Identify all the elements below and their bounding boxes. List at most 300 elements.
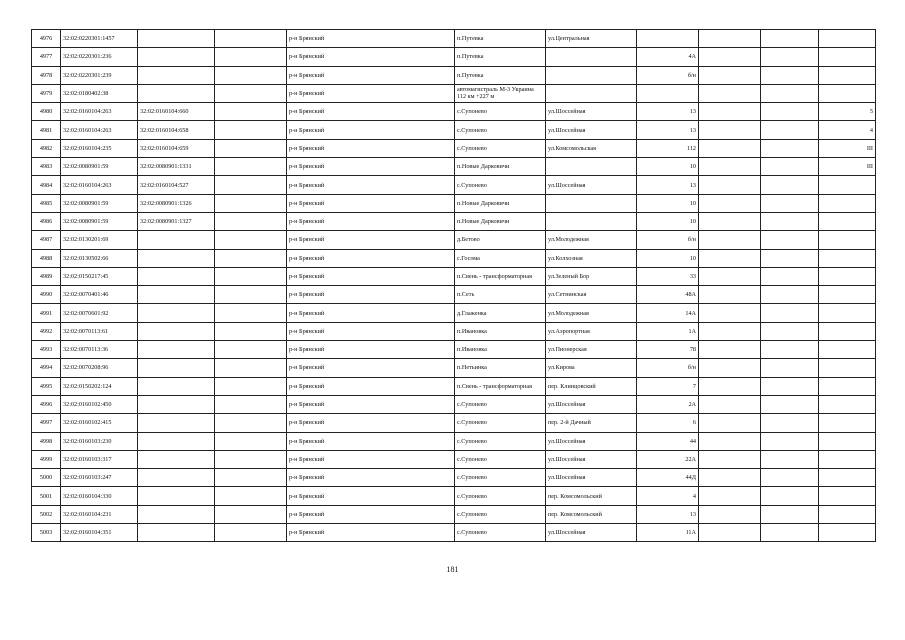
extra-number-cell — [819, 249, 876, 267]
house-number-cell: 10 — [637, 212, 699, 230]
blank-col-2-cell — [699, 48, 761, 66]
blank-col-cell — [215, 432, 287, 450]
table-row — [32, 359, 876, 377]
blank-col-2-cell — [699, 249, 761, 267]
blank-col-3-cell — [761, 487, 819, 505]
extra-number-cell: 5 — [819, 103, 876, 121]
district-cell: р-н Брянский — [287, 194, 455, 212]
blank-col-2-cell — [699, 359, 761, 377]
blank-col-2-cell — [699, 121, 761, 139]
table-row — [32, 139, 876, 157]
sub-cadastral-number-cell — [138, 304, 215, 322]
street-cell: ул.Колхозная — [546, 249, 637, 267]
extra-number-cell — [819, 505, 876, 523]
extra-number-cell — [819, 194, 876, 212]
blank-col-cell — [215, 414, 287, 432]
extra-number-cell — [819, 84, 876, 102]
blank-col-3-cell — [761, 194, 819, 212]
sub-cadastral-number-cell — [138, 450, 215, 468]
street-cell: ул.Аэропортная — [546, 322, 637, 340]
street-cell — [546, 48, 637, 66]
extra-number-cell — [819, 48, 876, 66]
blank-col-cell — [215, 377, 287, 395]
blank-col-2-cell — [699, 377, 761, 395]
cadastral-number-cell: 32:02:0220301:236 — [61, 48, 138, 66]
table-row — [32, 176, 876, 194]
cadastral-number-cell: 32:02:0160102:415 — [61, 414, 138, 432]
extra-number-cell — [819, 304, 876, 322]
district-cell: р-н Брянский — [287, 48, 455, 66]
street-cell: ул.Сетнинская — [546, 286, 637, 304]
row-number-cell: 5003 — [32, 524, 61, 542]
cadastral-number-cell: 32:02:0160104:235 — [61, 139, 138, 157]
table-row — [32, 158, 876, 176]
district-cell: р-н Брянский — [287, 66, 455, 84]
blank-col-2-cell — [699, 158, 761, 176]
blank-col-3-cell — [761, 322, 819, 340]
settlement-cell: д.Глаженка — [455, 304, 546, 322]
extra-number-cell — [819, 377, 876, 395]
blank-col-3-cell — [761, 267, 819, 285]
house-number-cell: 44Д — [637, 469, 699, 487]
table-row — [32, 322, 876, 340]
blank-col-3-cell — [761, 121, 819, 139]
district-cell: р-н Брянский — [287, 231, 455, 249]
table-row — [32, 212, 876, 230]
house-number-cell: 112 — [637, 139, 699, 157]
cadastral-number-cell: 32:02:0070601:92 — [61, 304, 138, 322]
blank-col-2-cell — [699, 524, 761, 542]
row-number-cell: 4978 — [32, 66, 61, 84]
house-number-cell: 33 — [637, 267, 699, 285]
street-cell — [546, 66, 637, 84]
house-number-cell — [637, 84, 699, 102]
table-row — [32, 377, 876, 395]
street-cell: пер. 2-й Дачный — [546, 414, 637, 432]
sub-cadastral-number-cell — [138, 322, 215, 340]
extra-number-cell — [819, 30, 876, 48]
cadastral-number-cell: 32:02:0160103:317 — [61, 450, 138, 468]
settlement-cell: автомагистраль М-3 Украина 112 км +227 м — [455, 84, 546, 102]
blank-col-cell — [215, 469, 287, 487]
settlement-cell: с.Супонево — [455, 414, 546, 432]
row-number-cell: 4983 — [32, 158, 61, 176]
district-cell: р-н Брянский — [287, 395, 455, 413]
row-number-cell: 4996 — [32, 395, 61, 413]
row-number-cell: 4976 — [32, 30, 61, 48]
settlement-cell: п.Путевка — [455, 48, 546, 66]
blank-col-cell — [215, 359, 287, 377]
settlement-cell: с.Супонево — [455, 121, 546, 139]
blank-col-2-cell — [699, 194, 761, 212]
district-cell: р-н Брянский — [287, 524, 455, 542]
blank-col-2-cell — [699, 469, 761, 487]
house-number-cell: 6 — [637, 414, 699, 432]
sub-cadastral-number-cell: 32:02:0080901:1327 — [138, 212, 215, 230]
cadastral-number-cell: 32:02:0220301:1457 — [61, 30, 138, 48]
row-number-cell: 4982 — [32, 139, 61, 157]
house-number-cell: б/н — [637, 231, 699, 249]
house-number-cell: 13 — [637, 103, 699, 121]
blank-col-cell — [215, 487, 287, 505]
house-number-cell: 11А — [637, 524, 699, 542]
cadastral-number-cell: 32:02:0080901:59 — [61, 158, 138, 176]
settlement-cell: с.Супонево — [455, 139, 546, 157]
row-number-cell: 4990 — [32, 286, 61, 304]
sub-cadastral-number-cell — [138, 414, 215, 432]
settlement-cell: с.Супонево — [455, 524, 546, 542]
house-number-cell: 13 — [637, 505, 699, 523]
settlement-cell: п.Новые Дарковичи — [455, 194, 546, 212]
house-number-cell: 4 — [637, 487, 699, 505]
sub-cadastral-number-cell — [138, 66, 215, 84]
street-cell: ул.Шоссейная — [546, 395, 637, 413]
extra-number-cell — [819, 341, 876, 359]
extra-number-cell — [819, 450, 876, 468]
sub-cadastral-number-cell: 32:02:0080901:1331 — [138, 158, 215, 176]
street-cell: ул.Зеленый Бор — [546, 267, 637, 285]
sub-cadastral-number-cell — [138, 524, 215, 542]
blank-col-cell — [215, 103, 287, 121]
street-cell — [546, 158, 637, 176]
sub-cadastral-number-cell: 32:02:0160104:659 — [138, 139, 215, 157]
table-row — [32, 432, 876, 450]
settlement-cell: с.Супонево — [455, 103, 546, 121]
house-number-cell: 48А — [637, 286, 699, 304]
extra-number-cell — [819, 414, 876, 432]
cadastral-number-cell: 32:02:0070113:61 — [61, 322, 138, 340]
district-cell: р-н Брянский — [287, 432, 455, 450]
settlement-cell: с.Супонево — [455, 176, 546, 194]
row-number-cell: 5002 — [32, 505, 61, 523]
house-number-cell: 13 — [637, 176, 699, 194]
blank-col-2-cell — [699, 414, 761, 432]
table-row — [32, 469, 876, 487]
blank-col-cell — [215, 249, 287, 267]
blank-col-2-cell — [699, 322, 761, 340]
table-row — [32, 341, 876, 359]
blank-col-cell — [215, 30, 287, 48]
extra-number-cell — [819, 231, 876, 249]
sub-cadastral-number-cell — [138, 30, 215, 48]
blank-col-3-cell — [761, 304, 819, 322]
house-number-cell: 7 — [637, 377, 699, 395]
street-cell: ул.Комсомольская — [546, 139, 637, 157]
blank-col-cell — [215, 139, 287, 157]
blank-col-2-cell — [699, 450, 761, 468]
row-number-cell: 4991 — [32, 304, 61, 322]
table-row — [32, 487, 876, 505]
sub-cadastral-number-cell — [138, 249, 215, 267]
cadastral-number-cell: 32:02:0070113:36 — [61, 341, 138, 359]
blank-col-cell — [215, 121, 287, 139]
cadastral-number-cell: 32:02:0160104:231 — [61, 505, 138, 523]
row-number-cell: 4989 — [32, 267, 61, 285]
cadastral-number-cell: 32:02:0160103:247 — [61, 469, 138, 487]
district-cell: р-н Брянский — [287, 158, 455, 176]
settlement-cell: с.Супонево — [455, 505, 546, 523]
street-cell: ул.Молодежная — [546, 231, 637, 249]
blank-col-3-cell — [761, 139, 819, 157]
house-number-cell: 1А — [637, 322, 699, 340]
district-cell: р-н Брянский — [287, 121, 455, 139]
blank-col-3-cell — [761, 432, 819, 450]
table-row — [32, 267, 876, 285]
cadastral-number-cell: 32:02:0150217:45 — [61, 267, 138, 285]
house-number-cell: 44 — [637, 432, 699, 450]
district-cell: р-н Брянский — [287, 359, 455, 377]
district-cell: р-н Брянский — [287, 469, 455, 487]
extra-number-cell — [819, 267, 876, 285]
street-cell: ул.Шоссейная — [546, 469, 637, 487]
street-cell: пер. Комсомольский — [546, 505, 637, 523]
district-cell: р-н Брянский — [287, 286, 455, 304]
settlement-cell: с.Супонево — [455, 432, 546, 450]
sub-cadastral-number-cell — [138, 505, 215, 523]
street-cell — [546, 212, 637, 230]
table-row — [32, 505, 876, 523]
blank-col-2-cell — [699, 341, 761, 359]
sub-cadastral-number-cell — [138, 231, 215, 249]
street-cell: ул.Пионерская — [546, 341, 637, 359]
row-number-cell: 4998 — [32, 432, 61, 450]
blank-col-cell — [215, 194, 287, 212]
blank-col-cell — [215, 505, 287, 523]
cadastral-number-cell: 32:02:0160104:351 — [61, 524, 138, 542]
cadastral-number-cell: 32:02:0160104:330 — [61, 487, 138, 505]
row-number-cell: 5001 — [32, 487, 61, 505]
row-number-cell: 4980 — [32, 103, 61, 121]
row-number-cell: 5000 — [32, 469, 61, 487]
blank-col-cell — [215, 212, 287, 230]
blank-col-cell — [215, 450, 287, 468]
cadastral-number-cell: 32:02:0150202:124 — [61, 377, 138, 395]
blank-col-3-cell — [761, 30, 819, 48]
sub-cadastral-number-cell — [138, 395, 215, 413]
table-row — [32, 48, 876, 66]
table-row — [32, 286, 876, 304]
cadastral-number-cell: 32:02:0070208:96 — [61, 359, 138, 377]
settlement-cell: п.Ивановка — [455, 341, 546, 359]
blank-col-3-cell — [761, 158, 819, 176]
blank-col-cell — [215, 322, 287, 340]
street-cell: пер. Клинцовский — [546, 377, 637, 395]
street-cell — [546, 84, 637, 102]
sub-cadastral-number-cell — [138, 48, 215, 66]
row-number-cell: 4999 — [32, 450, 61, 468]
sub-cadastral-number-cell: 32:02:0160104:660 — [138, 103, 215, 121]
blank-col-3-cell — [761, 176, 819, 194]
blank-col-cell — [215, 66, 287, 84]
settlement-cell: п.Нетьинка — [455, 359, 546, 377]
blank-col-2-cell — [699, 84, 761, 102]
extra-number-cell — [819, 176, 876, 194]
table-row — [32, 194, 876, 212]
street-cell: ул.Молодежная — [546, 304, 637, 322]
extra-number-cell — [819, 286, 876, 304]
house-number-cell: б/н — [637, 66, 699, 84]
table-row — [32, 414, 876, 432]
blank-col-3-cell — [761, 249, 819, 267]
blank-col-2-cell — [699, 304, 761, 322]
settlement-cell: п.Новые Дарковичи — [455, 212, 546, 230]
sub-cadastral-number-cell — [138, 469, 215, 487]
blank-col-cell — [215, 286, 287, 304]
house-number-cell: б/н — [637, 359, 699, 377]
page-number: 181 — [446, 565, 459, 574]
blank-col-2-cell — [699, 267, 761, 285]
table-row — [32, 249, 876, 267]
row-number-cell: 4984 — [32, 176, 61, 194]
extra-number-cell — [819, 66, 876, 84]
extra-number-cell — [819, 212, 876, 230]
district-cell: р-н Брянский — [287, 304, 455, 322]
cadastral-number-cell: 32:02:0130201:69 — [61, 231, 138, 249]
settlement-cell: п.Путевка — [455, 66, 546, 84]
sub-cadastral-number-cell — [138, 341, 215, 359]
blank-col-2-cell — [699, 395, 761, 413]
district-cell: р-н Брянский — [287, 341, 455, 359]
settlement-cell: п.Свень - трансформаторная — [455, 377, 546, 395]
street-cell: пер. Комсомольский — [546, 487, 637, 505]
district-cell: р-н Брянский — [287, 84, 455, 102]
row-number-cell: 4992 — [32, 322, 61, 340]
row-number-cell: 4985 — [32, 194, 61, 212]
table-row — [32, 395, 876, 413]
blank-col-2-cell — [699, 505, 761, 523]
cadastral-number-cell: 32:02:0180402:38 — [61, 84, 138, 102]
table-row — [32, 103, 876, 121]
blank-col-cell — [215, 176, 287, 194]
house-number-cell: 10 — [637, 194, 699, 212]
settlement-cell: п.Сеть — [455, 286, 546, 304]
blank-col-2-cell — [699, 212, 761, 230]
settlement-cell: с.Супонево — [455, 487, 546, 505]
extra-number-cell — [819, 359, 876, 377]
blank-col-3-cell — [761, 341, 819, 359]
cadastral-number-cell: 32:02:0070401:46 — [61, 286, 138, 304]
settlement-cell: п.Ивановка — [455, 322, 546, 340]
table-row — [32, 231, 876, 249]
house-number-cell: 10 — [637, 158, 699, 176]
house-number-cell: 4А — [637, 48, 699, 66]
blank-col-3-cell — [761, 212, 819, 230]
street-cell: ул.Шоссейная — [546, 103, 637, 121]
blank-col-2-cell — [699, 286, 761, 304]
row-number-cell: 4981 — [32, 121, 61, 139]
cadastral-number-cell: 32:02:0080901:59 — [61, 194, 138, 212]
sub-cadastral-number-cell — [138, 286, 215, 304]
blank-col-3-cell — [761, 524, 819, 542]
settlement-cell: д.Бетово — [455, 231, 546, 249]
table-row — [32, 304, 876, 322]
row-number-cell: 4997 — [32, 414, 61, 432]
extra-number-cell — [819, 487, 876, 505]
street-cell: ул.Шоссейная — [546, 524, 637, 542]
blank-col-3-cell — [761, 469, 819, 487]
settlement-cell: с.Супонево — [455, 469, 546, 487]
house-number-cell: 13 — [637, 121, 699, 139]
blank-col-2-cell — [699, 487, 761, 505]
settlement-cell: с.Госома — [455, 249, 546, 267]
cadastral-number-cell: 32:02:0130502:66 — [61, 249, 138, 267]
house-number-cell: 10 — [637, 249, 699, 267]
blank-col-3-cell — [761, 286, 819, 304]
sub-cadastral-number-cell — [138, 267, 215, 285]
blank-col-2-cell — [699, 30, 761, 48]
table-row — [32, 66, 876, 84]
district-cell: р-н Брянский — [287, 487, 455, 505]
row-number-cell: 4988 — [32, 249, 61, 267]
settlement-cell: п.Путевка — [455, 30, 546, 48]
house-number-cell: 22А — [637, 450, 699, 468]
street-cell — [546, 194, 637, 212]
blank-col-cell — [215, 341, 287, 359]
street-cell: ул.Шоссейная — [546, 176, 637, 194]
district-cell: р-н Брянский — [287, 30, 455, 48]
blank-col-3-cell — [761, 66, 819, 84]
extra-number-cell: III — [819, 139, 876, 157]
street-cell: ул.Центральная — [546, 30, 637, 48]
blank-col-3-cell — [761, 359, 819, 377]
house-number-cell: 78 — [637, 341, 699, 359]
cadastral-number-cell: 32:02:0160104:263 — [61, 103, 138, 121]
row-number-cell: 4987 — [32, 231, 61, 249]
settlement-cell: п.Новые Дарковичи — [455, 158, 546, 176]
settlement-cell: п.Свень - трансформаторная — [455, 267, 546, 285]
extra-number-cell — [819, 524, 876, 542]
district-cell: р-н Брянский — [287, 176, 455, 194]
row-number-cell: 4977 — [32, 48, 61, 66]
district-cell: р-н Брянский — [287, 103, 455, 121]
blank-col-cell — [215, 524, 287, 542]
row-number-cell: 4993 — [32, 341, 61, 359]
blank-col-2-cell — [699, 231, 761, 249]
blank-col-cell — [215, 48, 287, 66]
sub-cadastral-number-cell — [138, 487, 215, 505]
blank-col-cell — [215, 304, 287, 322]
blank-col-2-cell — [699, 103, 761, 121]
blank-col-3-cell — [761, 103, 819, 121]
cadastral-number-cell: 32:02:0160104:263 — [61, 121, 138, 139]
blank-col-3-cell — [761, 377, 819, 395]
table-row — [32, 450, 876, 468]
sub-cadastral-number-cell: 32:02:0160104:658 — [138, 121, 215, 139]
sub-cadastral-number-cell: 32:02:0160104:527 — [138, 176, 215, 194]
register-table — [31, 29, 876, 542]
blank-col-3-cell — [761, 450, 819, 468]
blank-col-cell — [215, 158, 287, 176]
blank-col-3-cell — [761, 395, 819, 413]
district-cell: р-н Брянский — [287, 450, 455, 468]
blank-col-2-cell — [699, 432, 761, 450]
district-cell: р-н Брянский — [287, 322, 455, 340]
blank-col-2-cell — [699, 139, 761, 157]
extra-number-cell: III — [819, 158, 876, 176]
blank-col-2-cell — [699, 66, 761, 84]
street-cell: ул.Шоссейная — [546, 432, 637, 450]
sub-cadastral-number-cell — [138, 377, 215, 395]
district-cell: р-н Брянский — [287, 505, 455, 523]
sub-cadastral-number-cell — [138, 359, 215, 377]
extra-number-cell — [819, 432, 876, 450]
cadastral-number-cell: 32:02:0160103:230 — [61, 432, 138, 450]
settlement-cell: с.Супонево — [455, 395, 546, 413]
district-cell: р-н Брянский — [287, 249, 455, 267]
street-cell: ул.Шоссейная — [546, 450, 637, 468]
district-cell: р-н Брянский — [287, 377, 455, 395]
settlement-cell: с.Супонево — [455, 450, 546, 468]
